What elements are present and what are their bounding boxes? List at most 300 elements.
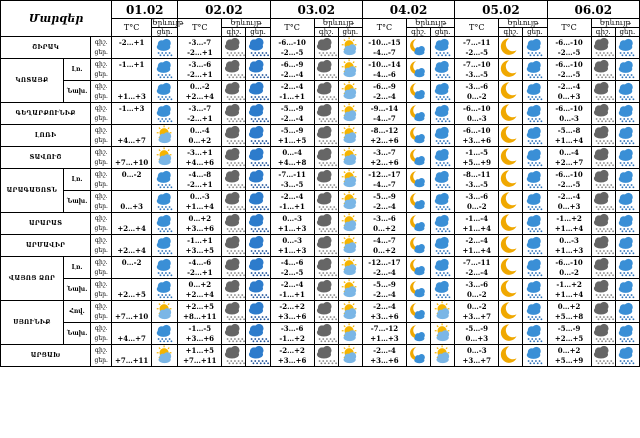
dark-cloud-snow-icon <box>314 125 338 147</box>
temperature-range: -6…-9 -2…-4 <box>270 59 314 81</box>
temperature-range: -3…+1 +4…+6 <box>178 147 222 169</box>
temperature-range: 0…+2 +2…+4 <box>178 279 222 301</box>
period-labels: գիշ. ցեր. <box>91 301 112 323</box>
phenomenon-header: Երևույթ <box>314 19 362 28</box>
period-labels: գիշ. ցեր. <box>91 125 112 147</box>
period-labels: գիշ. ցեր. <box>91 279 112 301</box>
sun-cloud-icon <box>338 301 362 323</box>
cloud-snow-icon <box>431 103 455 125</box>
moon-cloud-icon <box>406 257 430 279</box>
heavy-snow-icon <box>246 125 270 147</box>
moon-cloud-icon <box>406 37 430 59</box>
moon-cloud-icon <box>406 103 430 125</box>
temperature-range: -3…-6 0…-2 <box>455 81 499 103</box>
heavy-snow-icon <box>246 169 270 191</box>
night-label: գիշ. <box>499 28 523 37</box>
dark-cloud-snow-icon <box>314 279 338 301</box>
moon-cloud-icon <box>406 191 430 213</box>
dark-cloud-snow-icon <box>222 37 246 59</box>
region-name: ՇԻՐԱԿ <box>1 37 91 59</box>
cloud-snow-icon <box>431 257 455 279</box>
temperature-range: -4…-6 -2…+1 <box>178 257 222 279</box>
temperature-range: -9…-14 -4…-7 <box>362 103 406 125</box>
moon-cloud-icon <box>406 213 430 235</box>
dark-cloud-snow-icon <box>591 37 615 59</box>
dark-cloud-snow-icon <box>591 103 615 125</box>
temperature-range: +7…+10 <box>112 147 152 169</box>
cloud-snow-icon <box>615 169 639 191</box>
temperature-range: -6…-10 0…-3 <box>547 103 591 125</box>
dark-cloud-snow-icon <box>314 257 338 279</box>
cloud-snow-icon <box>615 59 639 81</box>
cloud-snow-icon <box>152 279 178 301</box>
sun-cloud-icon <box>338 169 362 191</box>
temperature-range: -6…-10 +3…+6 <box>455 125 499 147</box>
temperature-range: -7…-10 -3…-5 <box>455 59 499 81</box>
cloud-snow-icon <box>523 103 547 125</box>
moon-icon <box>499 301 523 323</box>
temperature-range: 0…+2 +5…+8 <box>547 301 591 323</box>
date-header: 06.02 <box>547 1 639 19</box>
moon-cloud-icon <box>406 323 430 345</box>
heavy-snow-icon <box>246 323 270 345</box>
temperature-range: 0…+2 +3…+6 <box>178 213 222 235</box>
cloud-snow-icon <box>523 37 547 59</box>
temperature-range: +7…+11 <box>112 345 152 367</box>
temperature-range: -5…-9 -2…-4 <box>362 279 406 301</box>
dark-cloud-snow-icon <box>222 323 246 345</box>
dark-cloud-snow-icon <box>591 169 615 191</box>
cloud-snow-icon <box>523 125 547 147</box>
dark-cloud-snow-icon <box>591 345 615 367</box>
period-labels: գիշ. ցեր. <box>91 103 112 125</box>
temperature-range: +1…+3 <box>112 81 152 103</box>
sun-cloud-icon <box>338 279 362 301</box>
temperature-range: -4…-6 -2…-5 <box>270 257 314 279</box>
temperature-range: -1…+1 +3…+5 <box>178 235 222 257</box>
period-labels: գիշ. ցեր. <box>91 191 112 213</box>
period-labels: գիշ. ցեր. <box>91 169 112 191</box>
temperature-range: -5…-9 +2…+5 <box>547 323 591 345</box>
cloud-snow-icon <box>615 257 639 279</box>
period-labels: գիշ. ցեր. <box>91 213 112 235</box>
day-label: ցեր. <box>431 28 455 37</box>
period-labels: գիշ. ցեր. <box>91 257 112 279</box>
moon-icon <box>499 191 523 213</box>
temperature-range: +4…+7 <box>112 125 152 147</box>
cloud-snow-icon <box>152 323 178 345</box>
dark-cloud-snow-icon <box>314 191 338 213</box>
cloud-snow-icon <box>523 257 547 279</box>
temperature-range: -10…-15 -4…-7 <box>362 37 406 59</box>
region-name: ԳԵՂԱՐՔՈՒՆԻՔ <box>1 103 91 125</box>
phenomenon-header: Երևույթ <box>222 19 270 28</box>
temperature-range: -3…-6 0…+2 <box>362 213 406 235</box>
dark-cloud-snow-icon <box>222 191 246 213</box>
temperature-range: -3…-7 -2…+1 <box>178 37 222 59</box>
moon-icon <box>499 37 523 59</box>
temperature-range: -1…+3 <box>112 103 152 125</box>
cloud-snow-icon <box>523 235 547 257</box>
day-label: ցեր. <box>246 28 270 37</box>
sun-cloud-icon <box>152 345 178 367</box>
cloud-snow-icon <box>615 103 639 125</box>
region-name: ԱՐԱԳԱԾՈՏՆ <box>1 169 64 213</box>
dark-cloud-snow-icon <box>222 257 246 279</box>
cloud-snow-icon <box>615 125 639 147</box>
period-labels: գիշ. ցեր. <box>91 323 112 345</box>
dark-cloud-snow-icon <box>222 103 246 125</box>
subregion-name: Լռ. <box>63 59 90 81</box>
dark-cloud-snow-icon <box>222 235 246 257</box>
dark-cloud-snow-icon <box>222 81 246 103</box>
temperature-range: +1…+5 +7…+11 <box>178 345 222 367</box>
temperature-range: -5…-9 +1…+5 <box>270 125 314 147</box>
subregion-name: Նախ. <box>63 191 90 213</box>
temperature-range: -2…-4 -1…+1 <box>270 191 314 213</box>
temperature-range: 0…-4 +4…+8 <box>270 147 314 169</box>
day-label: ցեր. <box>523 28 547 37</box>
date-header: 02.02 <box>178 1 270 19</box>
dark-cloud-snow-icon <box>591 125 615 147</box>
temperature-range: -2…+2 +3…+6 <box>270 345 314 367</box>
cloud-snow-icon <box>523 59 547 81</box>
region-name: ՎԱՅՈՑ ՁՈՐ <box>1 257 64 301</box>
cloud-snow-icon <box>152 169 178 191</box>
cloud-snow-icon <box>152 235 178 257</box>
cloud-snow-icon <box>615 279 639 301</box>
cloud-snow-icon <box>615 37 639 59</box>
dark-cloud-snow-icon <box>222 59 246 81</box>
moon-cloud-icon <box>406 59 430 81</box>
temperature-range: -4…-8 -2…+1 <box>178 169 222 191</box>
cloud-snow-icon <box>431 235 455 257</box>
cloud-snow-icon <box>523 345 547 367</box>
temperature-range: -8…-12 +2…+6 <box>362 125 406 147</box>
dark-cloud-snow-icon <box>222 279 246 301</box>
heavy-snow-icon <box>246 81 270 103</box>
heavy-snow-icon <box>246 301 270 323</box>
sun-cloud-icon <box>338 213 362 235</box>
date-header: 04.02 <box>362 1 454 19</box>
temperature-range: -2…-4 0…+3 <box>547 81 591 103</box>
day-label: ցեր. <box>338 28 362 37</box>
temperature-range: -1…-4 +1…+4 <box>455 213 499 235</box>
region-name: ԱՐՑԱԽ <box>1 345 91 367</box>
dark-cloud-snow-icon <box>314 81 338 103</box>
date-header: 05.02 <box>455 1 547 19</box>
temperature-range: -6…-10 -2…-5 <box>547 169 591 191</box>
phenomenon-header: Երևույթ <box>406 19 454 28</box>
period-labels: գիշ. ցեր. <box>91 345 112 367</box>
heavy-snow-icon <box>246 59 270 81</box>
dark-cloud-snow-icon <box>222 345 246 367</box>
cloud-snow-icon <box>431 59 455 81</box>
cloud-snow-icon <box>615 213 639 235</box>
heavy-snow-icon <box>246 103 270 125</box>
cloud-snow-icon <box>523 169 547 191</box>
heavy-snow-icon <box>246 345 270 367</box>
moon-cloud-icon <box>406 169 430 191</box>
moon-icon <box>499 345 523 367</box>
period-labels: գիշ. ցեր. <box>91 235 112 257</box>
temperature-range: -1…-5 +3…+6 <box>178 323 222 345</box>
temperature-range: -6…-10 -2…-5 <box>270 37 314 59</box>
date-header: 03.02 <box>270 1 362 19</box>
temperature-range: -8…-11 -3…-5 <box>455 169 499 191</box>
subregion-name: Հով. <box>63 301 90 323</box>
cloud-snow-icon <box>431 191 455 213</box>
temperature-range: -1…+1 <box>112 59 152 81</box>
temperature-range: -2…-4 -1…+1 <box>270 81 314 103</box>
cloud-snow-icon <box>152 103 178 125</box>
sun-cloud-icon <box>338 191 362 213</box>
heavy-snow-icon <box>246 235 270 257</box>
region-name: ԱՐԱՐԱՏ <box>1 213 91 235</box>
regions-header: Մարզեր <box>1 1 112 37</box>
heavy-snow-icon <box>246 191 270 213</box>
subregion-name: Լռ. <box>63 169 90 191</box>
cloud-snow-icon <box>615 345 639 367</box>
heavy-snow-icon <box>246 279 270 301</box>
cloud-snow-icon <box>431 169 455 191</box>
dark-cloud-snow-icon <box>314 323 338 345</box>
sun-cloud-icon <box>338 59 362 81</box>
cloud-snow-icon <box>152 81 178 103</box>
sun-cloud-icon <box>338 81 362 103</box>
moon-icon <box>499 59 523 81</box>
phenomenon-header: Երևույթ <box>499 19 547 28</box>
dark-cloud-snow-icon <box>591 81 615 103</box>
moon-icon <box>499 169 523 191</box>
temperature-range: 0…-3 +1…+4 <box>178 191 222 213</box>
temperature-range: -2…-4 +3…+6 <box>362 345 406 367</box>
cloud-snow-icon <box>152 37 178 59</box>
temperature-range: -3…-7 +2…+6 <box>362 147 406 169</box>
temperature-range: -7…-11 -2…-5 <box>455 37 499 59</box>
dark-cloud-snow-icon <box>314 213 338 235</box>
moon-cloud-icon <box>406 301 430 323</box>
temperature-range: -1…-5 +5…+9 <box>455 147 499 169</box>
dark-cloud-snow-icon <box>222 147 246 169</box>
temperature-range: -7…-12 +1…+3 <box>362 323 406 345</box>
dark-cloud-snow-icon <box>314 37 338 59</box>
cloud-snow-icon <box>152 257 178 279</box>
temp-header: T°C <box>455 19 499 37</box>
dark-cloud-snow-icon <box>591 235 615 257</box>
dark-cloud-snow-icon <box>591 279 615 301</box>
temp-header: T°C <box>178 19 222 37</box>
sun-cloud-icon <box>338 37 362 59</box>
temperature-range: -2…-4 +3…+6 <box>362 301 406 323</box>
temperature-range: -4…-7 0…+2 <box>362 235 406 257</box>
region-name: ԼՈՌԻ <box>1 125 91 147</box>
sun-cloud-icon <box>152 125 178 147</box>
dark-cloud-snow-icon <box>222 169 246 191</box>
temperature-range: 0…+2 +5…+9 <box>547 345 591 367</box>
temperature-range: 0…-2 +3…+7 <box>455 301 499 323</box>
cloud-snow-icon <box>431 213 455 235</box>
temperature-range: +4…+7 <box>112 323 152 345</box>
night-label: գիշ. <box>314 28 338 37</box>
period-labels: գիշ. ցեր. <box>91 59 112 81</box>
sun-cloud-icon <box>338 235 362 257</box>
temperature-range: +2…+4 <box>112 235 152 257</box>
cloud-snow-icon <box>431 37 455 59</box>
cloud-snow-icon <box>615 147 639 169</box>
cloud-snow-icon <box>523 191 547 213</box>
phenomenon-header: Երևույթ <box>591 19 639 28</box>
region-name: ՏԱՎՈՒՇ <box>1 147 91 169</box>
temperature-range: +7…+10 <box>112 301 152 323</box>
temperature-range: -3…-6 -1…+2 <box>270 323 314 345</box>
temperature-range: 0…-3 +1…+3 <box>270 235 314 257</box>
temperature-range: 0…-3 +1…+3 <box>270 213 314 235</box>
dark-cloud-snow-icon <box>591 59 615 81</box>
temperature-range: -2…+2 +3…+6 <box>270 301 314 323</box>
sun-cloud-icon <box>152 301 178 323</box>
heavy-snow-icon <box>246 147 270 169</box>
temperature-range: -2…+1 <box>112 37 152 59</box>
moon-cloud-icon <box>406 235 430 257</box>
moon-cloud-icon <box>406 147 430 169</box>
region-name: ԿՈՏԱՅՔ <box>1 59 64 103</box>
temperature-range: -5…-9 -2…-4 <box>270 103 314 125</box>
period-labels: գիշ. ցեր. <box>91 147 112 169</box>
date-header: 01.02 <box>112 1 178 19</box>
cloud-snow-icon <box>152 191 178 213</box>
moon-cloud-icon <box>406 345 430 367</box>
cloud-snow-icon <box>615 81 639 103</box>
cloud-snow-icon <box>523 279 547 301</box>
cloud-snow-icon <box>431 125 455 147</box>
cloud-snow-icon <box>523 81 547 103</box>
moon-icon <box>499 323 523 345</box>
cloud-snow-icon <box>431 147 455 169</box>
temperature-range: +2…+5 <box>112 279 152 301</box>
dark-cloud-snow-icon <box>591 257 615 279</box>
region-name: ԱՐՄԱՎԻՐ <box>1 235 91 257</box>
dark-cloud-snow-icon <box>591 147 615 169</box>
moon-icon <box>499 125 523 147</box>
cloud-snow-icon <box>615 191 639 213</box>
subregion-name: Նախ. <box>63 323 90 345</box>
sun-cloud-icon <box>431 323 455 345</box>
temperature-range: 0…-3 +3…+7 <box>455 345 499 367</box>
dark-cloud-snow-icon <box>314 103 338 125</box>
temperature-range: -6…-9 -2…-4 <box>362 81 406 103</box>
cloud-snow-icon <box>523 301 547 323</box>
temperature-range: +2…+5 +8…+11 <box>178 301 222 323</box>
day-label: ցեր. <box>615 28 639 37</box>
dark-cloud-snow-icon <box>314 59 338 81</box>
sun-cloud-icon <box>338 147 362 169</box>
sun-cloud-icon <box>338 103 362 125</box>
sun-cloud-icon <box>338 125 362 147</box>
temp-header: T°C <box>270 19 314 37</box>
temperature-range: 0…-2 +2…+4 <box>178 81 222 103</box>
dark-cloud-snow-icon <box>314 235 338 257</box>
sun-cloud-icon <box>338 345 362 367</box>
temp-header: T°C <box>547 19 591 37</box>
moon-cloud-icon <box>406 81 430 103</box>
temperature-range: -6…-10 -2…-5 <box>547 59 591 81</box>
cloud-snow-icon <box>615 235 639 257</box>
temperature-range: 0…-2 <box>112 257 152 279</box>
sun-cloud-icon <box>338 257 362 279</box>
temperature-range: 0…-4 +2…+7 <box>547 147 591 169</box>
temperature-range: -5…-9 0…+3 <box>455 323 499 345</box>
cloud-snow-icon <box>431 81 455 103</box>
sun-cloud-icon <box>431 345 455 367</box>
temperature-range: +2…+4 <box>112 213 152 235</box>
moon-icon <box>499 213 523 235</box>
temperature-range: -1…+2 +1…+4 <box>547 213 591 235</box>
moon-icon <box>499 81 523 103</box>
dark-cloud-snow-icon <box>591 213 615 235</box>
temperature-range: -7…-11 -3…-5 <box>270 169 314 191</box>
cloud-snow-icon <box>431 279 455 301</box>
temperature-range: -10…-14 -4…-6 <box>362 59 406 81</box>
dark-cloud-snow-icon <box>314 345 338 367</box>
dark-cloud-snow-icon <box>222 213 246 235</box>
cloud-snow-icon <box>615 301 639 323</box>
temperature-range: -2…-4 +1…+4 <box>455 235 499 257</box>
heavy-snow-icon <box>246 37 270 59</box>
cloud-snow-icon <box>523 323 547 345</box>
temperature-range: -12…-17 -2…-4 <box>362 257 406 279</box>
region-name: ՍՅՈՒՆԻՔ <box>1 301 64 345</box>
dark-cloud-snow-icon <box>314 169 338 191</box>
moon-icon <box>499 279 523 301</box>
dark-cloud-snow-icon <box>222 125 246 147</box>
moon-cloud-icon <box>406 279 430 301</box>
temperature-range: 0…-4 0…+2 <box>178 125 222 147</box>
temperature-range: -5…-8 +1…+4 <box>547 125 591 147</box>
night-label: գիշ. <box>406 28 430 37</box>
dark-cloud-snow-icon <box>222 301 246 323</box>
moon-icon <box>499 257 523 279</box>
moon-icon <box>499 103 523 125</box>
temperature-range: -6…-10 -2…-5 <box>547 37 591 59</box>
temperature-range: -3…-7 -2…+1 <box>178 103 222 125</box>
temperature-range: -6…-10 0…-3 <box>455 103 499 125</box>
subregion-name: Լռ. <box>63 257 90 279</box>
cloud-snow-icon <box>523 147 547 169</box>
moon-icon <box>499 235 523 257</box>
heavy-snow-icon <box>246 257 270 279</box>
temperature-range: -5…-9 -2…-4 <box>362 191 406 213</box>
moon-cloud-icon <box>406 125 430 147</box>
temperature-range: -2…-4 -1…+1 <box>270 279 314 301</box>
temp-header: T°C <box>362 19 406 37</box>
dark-cloud-snow-icon <box>591 301 615 323</box>
temperature-range: -3…-6 0…-2 <box>455 279 499 301</box>
period-labels: գիշ. ցեր. <box>91 37 112 59</box>
temperature-range: 0…-2 <box>112 169 152 191</box>
temperature-range: -7…-11 -2…-4 <box>455 257 499 279</box>
moon-icon <box>499 147 523 169</box>
sun-cloud-icon <box>338 323 362 345</box>
sun-cloud-icon <box>431 301 455 323</box>
night-label: գիշ. <box>222 28 246 37</box>
temperature-range: -6…-10 0…-2 <box>547 257 591 279</box>
temperature-range: -2…-4 0…+3 <box>547 191 591 213</box>
day-label: ցեր. <box>152 28 178 37</box>
temperature-range: -12…-17 -4…-7 <box>362 169 406 191</box>
cloud-snow-icon <box>152 213 178 235</box>
period-labels: գիշ. ցեր. <box>91 81 112 103</box>
